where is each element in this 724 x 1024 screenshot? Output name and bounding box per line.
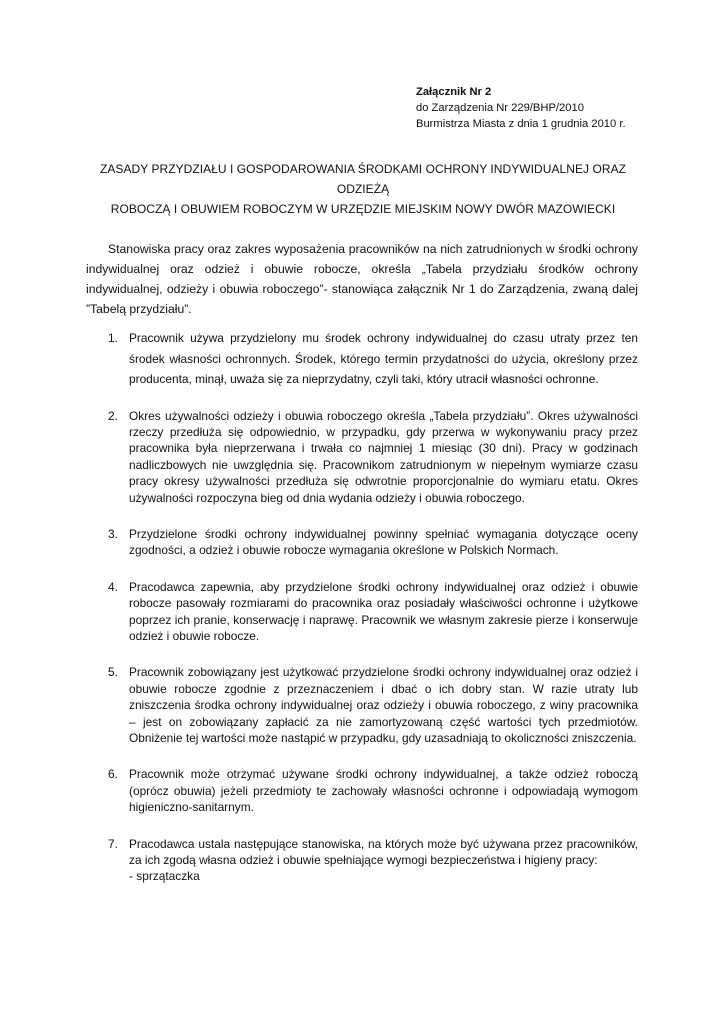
list-item [108,328,638,390]
title-line-1: ZASADY PRZYDZIAŁU I GOSPODAROWANIA ŚRODKAMI OCHRONY INDYWIDUALNEJ ORAZ ODZIEŻĄ [99,162,627,196]
item-number: 3. [108,526,118,541]
item-text: Pracownik zobowiązany jest użytkować przydzielone środki ochrony indywidualnej oraz odzież i obuwie robocze zgodnie z przeznaczeniem i dbać o ich dobry stan. W razie utraty lub zniszczenia środka ochrony indywidualnej oraz odzieży i obuwia roboczego, z winy pracownika – jest on zobowiązany zapłacić za nie zamortyzowaną część wartości tych przedmiotów. Obniżenie tej wartości może nastąpić w przypadku, gdy uzasadniają to okoliczności zniszczenia. [129,665,638,745]
annex-number: Załącznik Nr 2 [416,86,492,98]
list-item [108,766,638,815]
document-title [80,159,646,219]
list-item [108,408,638,506]
item-text: Pracodawca zapewnia, aby przydzielone środki ochrony indywidualnej oraz odzież i obuwie robocze pasowały rozmiarami do pracownika oraz posiadały właściwości ochronne i użytkowe poprzez ich pranie, konserwację i naprawę. Pracownik we własnym zakresie pierze i konserwuje odzież i obuwie robocze. [129,579,638,643]
intro-paragraph [86,239,638,319]
item-text: Przydzielone środki ochrony indywidualnej powinny spełniać wymagania dotyczące oceny zgodności, a odzież i obuwie robocze wymagania określone w Polskich Normach. [129,526,638,558]
list-item [108,526,638,559]
item-text: Pracownik używa przydzielony mu środek ochrony indywidualnej do czasu utraty przez ten środek własności ochronnych. Środek, którego termin przydatności do użycia, określony przez producenta, minął, uważa się za nieprzydatny, czyli taki, który utracił własności ochronne. [129,331,638,386]
item-number: 7. [108,836,118,851]
rules-list [108,328,638,885]
intro-text: Stanowiska pracy oraz zakres wyposażenia pracowników na nich zatrudnionych w środki ochrony indywidualnej oraz odzież i obuwie robocze, określa „Tabela przydziału środków ochrony indywidualnej, odzieży i obuwia roboczego”- stanowiąca załącznik Nr 1 do Zarządzenia, zwaną dalej ”Tabelą przydziału”. [86,242,638,316]
annex-date: Burmistrza Miasta z dnia 1 grudnia 2010 r. [416,118,626,130]
item-sub-entry: - sprzątaczka [129,869,200,884]
annex-header [416,84,626,132]
title-line-2: ROBOCZĄ I OBUWIEM ROBOCZYM W URZĘDZIE MIEJSKIM NOWY DWÓR MAZOWIECKI [110,202,616,216]
list-item [108,664,638,746]
item-text: Okres używalności odzieży i obuwia roboczego określa „Tabela przydziału”. Okres używalności rzeczy przedłuża się odpowiednio, w przypadku, gdy przerwa w wykonywaniu pracy przez pracownika była nieprzerwana i trwała co najmniej 1 miesiąc (30 dni). Pracy w godzinach nadliczbowych nie uwzględnia się. Pracownikom zatrudnionym w niepełnym wymiarze czasu pracy okresy używalności przedłuża się odwrotnie proporcjonalnie do wymiaru etatu. Okres używalności rozpoczyna bieg od dnia wydania odzieży i obuwia roboczego. [129,408,638,505]
item-number: 1. [108,331,118,345]
item-text: Pracownik może otrzymać używane środki ochrony indywidualnej, a także odzież roboczą (oprócz obuwia) jeżeli przedmioty te zachowały własności ochronne i odpowiadają wymogom higieniczno-sanitarnym. [129,767,638,815]
list-item [108,836,638,885]
item-text: Pracodawca ustala następujące stanowiska, na których może być używana przez pracowników, za ich zgodą własna odzież i obuwie spełniające wymogi bezpieczeństwa i higieny pracy: [129,836,638,868]
item-number: 5. [108,665,118,680]
item-number: 6. [108,767,118,782]
list-item [108,579,638,645]
item-number: 4. [108,579,118,594]
item-number: 2. [108,408,118,423]
annex-reference: do Zarządzenia Nr 229/BHP/2010 [416,102,584,114]
